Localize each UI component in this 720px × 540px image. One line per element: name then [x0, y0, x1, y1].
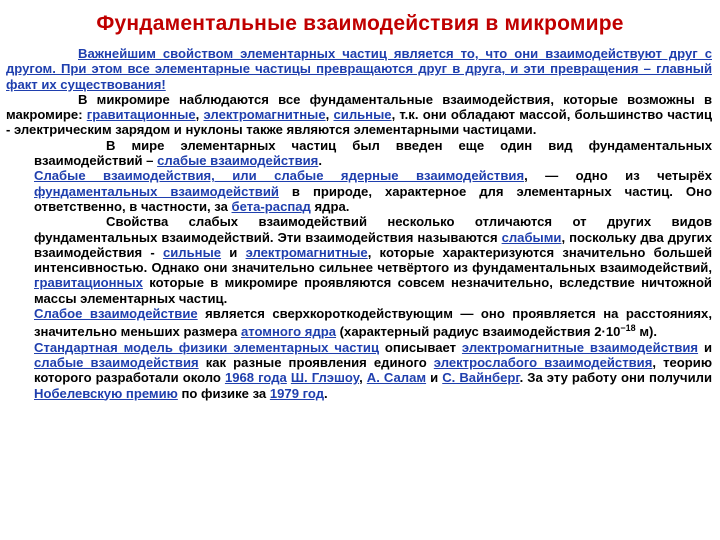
link-weak-interactions-2[interactable]: слабые взаимодействия [34, 354, 199, 370]
intro-paragraph: Важнейшим свойством элементарных частиц является то, что они взаимодействуют друг с другом. При этом все элементарные частицы превращаются друг в друга, и эти превращения – главный факт их существования! [6, 46, 712, 92]
paragraph-weak-properties [34, 214, 712, 306]
text: , теорию которого разработали около [34, 354, 713, 386]
link-standard-model[interactable]: Стандартная модель физики элементарных частиц [34, 339, 380, 355]
link-strong-2[interactable]: сильные [162, 244, 222, 260]
text: , т.к. они обладают массой, большинство частиц - электрическим зарядом и нуклоны также являются элементарными частицами. [6, 107, 712, 138]
link-electromagnetic-interactions[interactable]: электромагнитные взаимодействия [461, 339, 699, 355]
text: , — одно из четырёх [524, 168, 712, 184]
text: , [195, 107, 204, 123]
text: (характерный радиус взаимодействия 2·10 [336, 324, 621, 340]
paragraph-weak-definition [34, 168, 712, 214]
slide-title: Фундаментальные взаимодействия в микромире [96, 12, 624, 35]
text: ядра. [310, 198, 350, 214]
text: и [221, 244, 246, 260]
link-gravitational-2[interactable]: гравитационных [34, 275, 143, 291]
link-weak[interactable]: слабыми [501, 229, 562, 245]
text: по физике за [177, 385, 270, 401]
link-salam[interactable]: А. Салам [366, 370, 427, 386]
link-nobel-prize[interactable]: Нобелевскую премию [34, 385, 178, 401]
text: и [426, 370, 443, 386]
text: , [359, 370, 367, 386]
link-glashow[interactable]: Ш. Глэшоу [290, 370, 360, 386]
link-fundamental-interactions[interactable]: фундаментальных взаимодействий [34, 183, 279, 199]
link-weak-interactions[interactable]: слабые взаимодействия [157, 153, 319, 169]
paragraph-new-interaction [34, 138, 712, 169]
text: и [698, 339, 712, 355]
text: , поскольку два других взаимодействия - [34, 229, 712, 260]
text: м). [635, 324, 658, 340]
link-electromagnetic-2[interactable]: электромагнитные [245, 244, 368, 260]
inset-block [34, 138, 712, 401]
text: , [325, 107, 334, 123]
link-weak-interaction[interactable]: Слабое взаимодействие [34, 306, 198, 322]
text: . [318, 153, 322, 169]
link-beta-decay[interactable]: бета-распад [231, 198, 311, 214]
exponent: −18 [620, 323, 636, 334]
paragraph-macroworld [6, 92, 712, 138]
text: , которые характеризуются значительно большей интенсивностью. Однако они значительно сильнее четвёртого из фундаментальных взаимодействий, [34, 244, 712, 276]
link-electroweak-interaction[interactable]: электрослабого взаимодействия [433, 354, 653, 370]
text: Свойства слабых взаимодействий несколько отличаются от других видов фундаментальных взаимодействий. Эти взаимодействия называются [34, 214, 712, 245]
text: . За эту работу они получили [519, 370, 713, 386]
slide-body [6, 46, 712, 401]
text: . [324, 385, 328, 401]
paragraph-weak-range [34, 306, 712, 340]
link-strong[interactable]: сильные [333, 107, 392, 123]
link-electromagnetic[interactable]: электромагнитные [203, 107, 326, 123]
link-weak-nuclear-interactions[interactable]: Слабые взаимодействия, или слабые ядерные взаимодействия [34, 168, 525, 184]
text: в природе, характерное для элементарных частиц. Оно ответственно, в частности, за [34, 183, 712, 214]
link-year-1979[interactable]: 1979 год [269, 385, 325, 401]
link-gravitational[interactable]: гравитационные [86, 107, 196, 123]
link-year-1968[interactable]: 1968 года [224, 370, 287, 386]
paragraph-standard-model [34, 340, 712, 401]
text: как разные проявления единого [198, 354, 434, 370]
link-atomic-nucleus[interactable]: атомного ядра [240, 324, 337, 340]
text: является сверхкороткодействующим — оно проявляется на расстояниях, значительно меньших размера [34, 306, 712, 340]
text: описывает [379, 339, 462, 355]
text: В микромире наблюдаются все фундаментальные взаимодействия, которые возможны в макромире: [6, 91, 712, 123]
text: В мире элементарных частиц был введен еще один вид фундаментальных взаимодействий – [34, 137, 712, 169]
link-weinberg[interactable]: С. Вайнберг [442, 370, 520, 386]
text: которые в микромире проявляются совсем незначительно, вследствие ничтожной массы элементарных частиц. [34, 275, 712, 306]
